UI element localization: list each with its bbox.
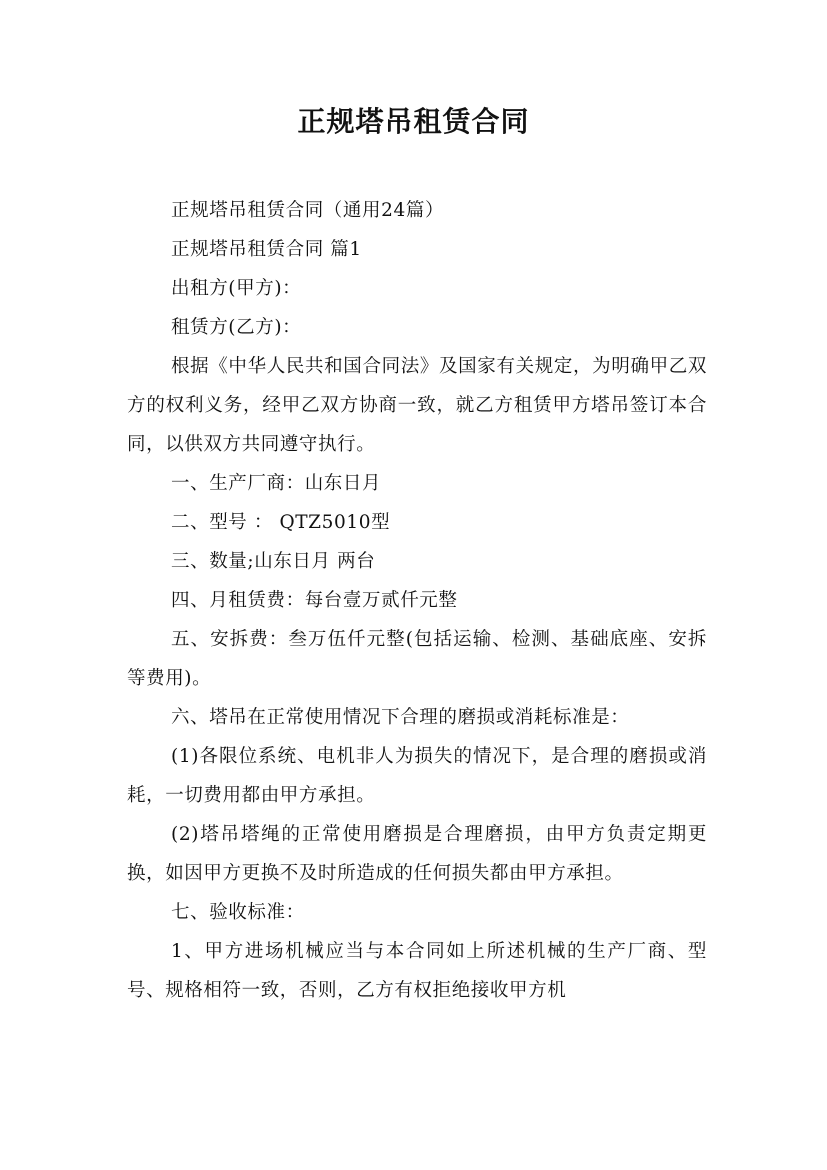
clause-wear-item-2: (2)塔吊塔绳的正常使用磨损是合理磨损，由甲方负责定期更换，如因甲方更换不及时所造成的任何损失都由甲方承担。 [127, 824, 707, 884]
clause-acceptance: 七、验收标准： [171, 902, 305, 923]
clause-acceptance-item-1: 1、甲方进场机械应当与本合同如上所述机械的生产厂商、型号、规格相符一致，否则，乙方有权拒绝接收甲方机 [127, 941, 707, 1001]
document-title: 正规塔吊租赁合同 [297, 105, 530, 138]
clause-quantity: 三、数量;山东日月 两台 [171, 551, 376, 572]
lessor-line: 出租方(甲方)： [171, 278, 302, 299]
clause-installation-fee: 五、安拆费：叁万伍仟元整(包括运输、检测、基础底座、安拆等费用)。 [127, 629, 707, 689]
clause-manufacturer: 一、生产厂商：山东日月 [171, 473, 382, 494]
preamble-paragraph: 根据《中华人民共和国合同法》及国家有关规定，为明确甲乙双方的权利义务，经甲乙双方协商一致，就乙方租赁甲方塔吊签订本合同，以供双方共同遵守执行。 [127, 356, 707, 455]
clause-monthly-rent: 四、月租赁费：每台壹万贰仟元整 [171, 590, 458, 611]
lessee-line: 租赁方(乙方)： [171, 317, 302, 338]
clause-wear-item-1: (1)各限位系统、电机非人为损失的情况下，是合理的磨损或消耗，一切费用都由甲方承担。 [127, 746, 707, 806]
contract-subtitle: 正规塔吊租赁合同（通用24篇） [171, 200, 445, 221]
clause-model: 二、型号 ： QTZ5010型 [171, 512, 391, 533]
document-body [127, 191, 707, 1010]
section-heading: 正规塔吊租赁合同 篇1 [171, 239, 362, 260]
clause-wear-standard: 六、塔吊在正常使用情况下合理的磨损或消耗标准是： [171, 707, 630, 728]
